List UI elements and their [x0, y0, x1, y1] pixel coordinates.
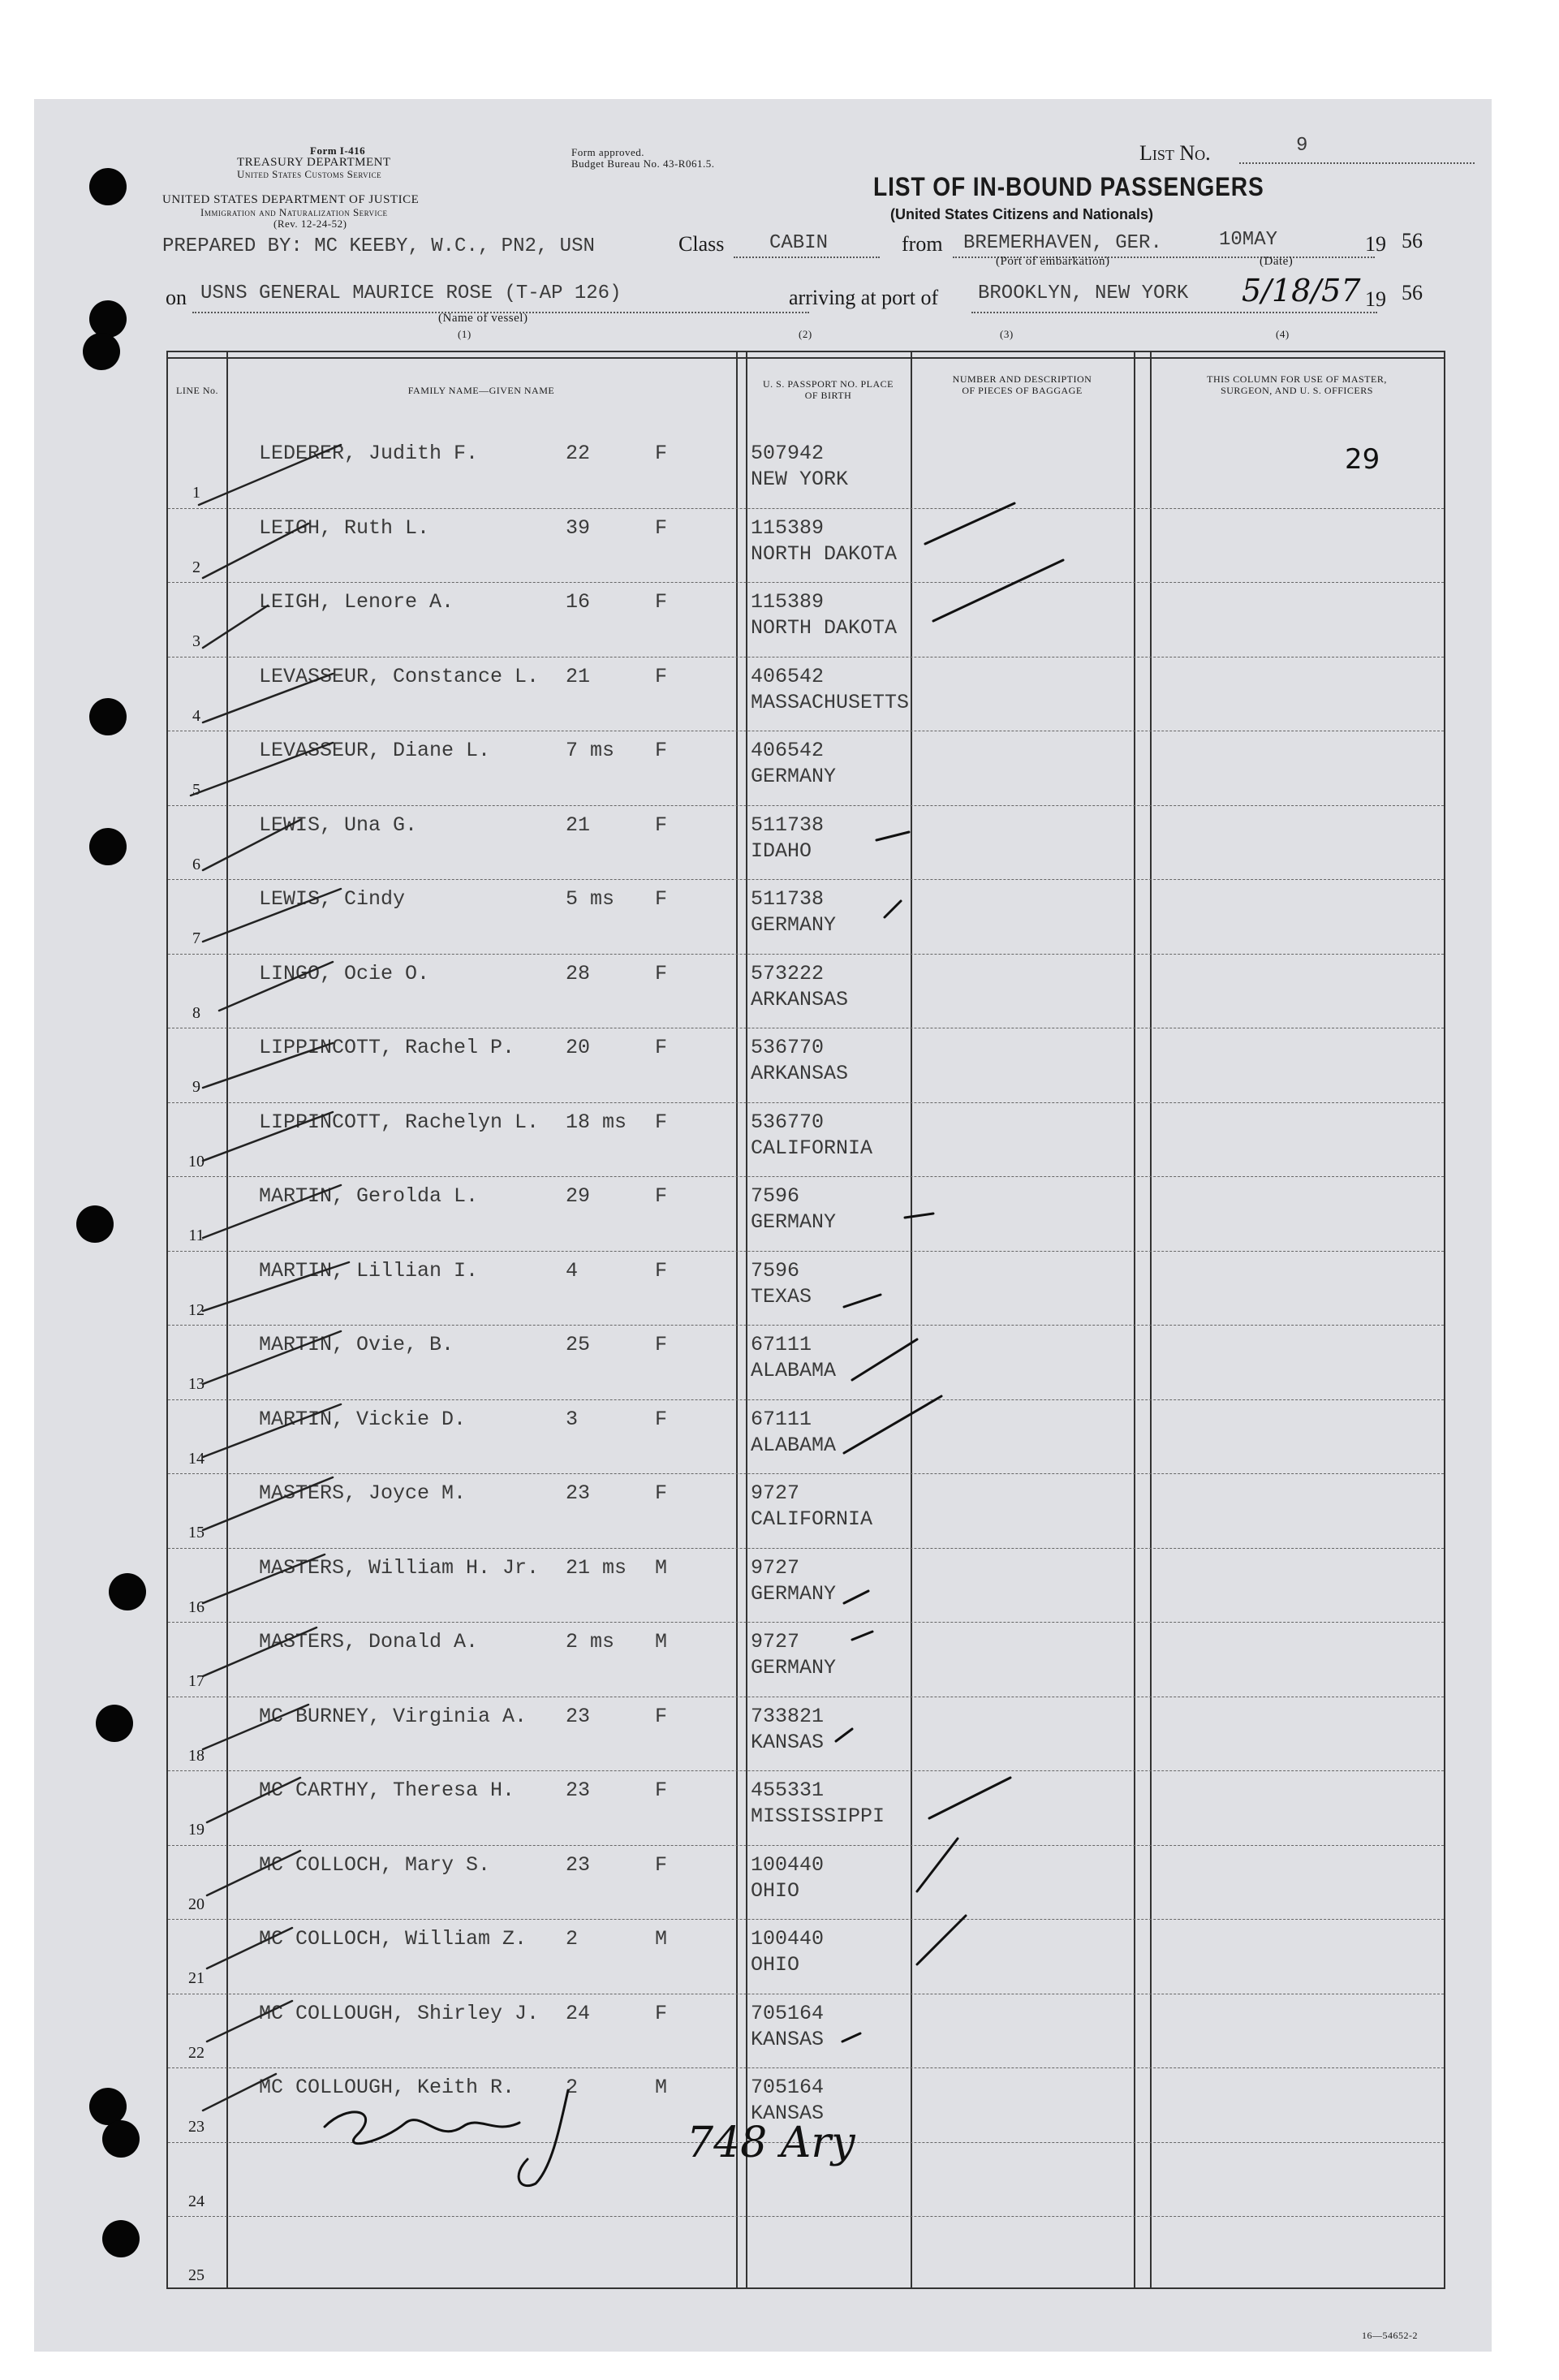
passenger-sex: F: [655, 590, 668, 614]
year-prefix-2: 19: [1365, 287, 1386, 311]
passport-number: 7596: [751, 1184, 800, 1208]
passenger-age: 23: [566, 1481, 591, 1505]
place-of-birth: ALABAMA: [751, 1359, 837, 1382]
line-strike: [199, 445, 341, 505]
passenger-name: MC COLLOUGH, Shirley J.: [259, 2001, 540, 2025]
passenger-age: 23: [566, 1704, 591, 1728]
line-strike: [203, 1554, 325, 1603]
passport-number: 115389: [751, 590, 825, 614]
check-mark: [852, 1339, 917, 1380]
passenger-name: LEVASSEUR, Constance L.: [259, 664, 540, 688]
footer-code: 16—54652-2: [1362, 2330, 1418, 2341]
place-of-birth: GERMANY: [751, 1581, 837, 1606]
passenger-sex: F: [655, 1852, 668, 1877]
arriving-label: arriving at port of: [789, 286, 939, 309]
passenger-name: MASTERS, Donald A.: [259, 1630, 479, 1653]
passport-number: 115389: [751, 515, 825, 540]
passport-number: 536770: [751, 1036, 825, 1059]
caption-1: (1): [458, 328, 472, 340]
passenger-name: MARTIN, Lillian I.: [259, 1258, 479, 1283]
line-number: 5: [192, 781, 200, 799]
line-strike: [203, 1477, 333, 1530]
line-number: 17: [188, 1672, 205, 1690]
passenger-name: LINGO, Ocie O.: [259, 961, 430, 985]
passport-number: 406542: [751, 739, 825, 762]
passenger-age: 23: [566, 1852, 591, 1877]
passport-number: 7596: [751, 1258, 800, 1283]
passenger-age: 5 ms: [566, 887, 615, 911]
budget-bureau: Budget Bureau No. 43-R061.5.: [571, 157, 715, 170]
passenger-age: 23: [566, 1779, 591, 1802]
passenger-age: 3: [566, 1407, 579, 1431]
passenger-sex: M: [655, 1927, 668, 1951]
col-header-officers: THIS COLUMN FOR USE OF MASTER, SURGEON, AND U. S. OFFICERS: [1207, 373, 1387, 396]
line-number: 24: [188, 2192, 205, 2210]
check-mark: [917, 1839, 958, 1891]
passport-number: 573222: [751, 961, 825, 985]
line-strike: [207, 1928, 292, 1968]
passenger-name: LEWIS, Cindy: [259, 887, 406, 911]
col-header-name: FAMILY NAME—GIVEN NAME: [407, 385, 555, 396]
signature: [325, 2090, 568, 2186]
passenger-age: 20: [566, 1036, 591, 1059]
line-strike: [203, 820, 300, 870]
embark-port: BREMERHAVEN, GER.: [963, 232, 1162, 254]
place-of-birth: GERMANY: [751, 765, 837, 788]
line-strike: [203, 1043, 333, 1088]
passenger-age: 25: [566, 1333, 591, 1356]
line-strike: [207, 1851, 300, 1895]
passport-number: 406542: [751, 664, 825, 688]
passenger-name: MC COLLOCH, William Z.: [259, 1927, 528, 1951]
signature-stroke: [325, 2112, 519, 2144]
passport-number: 511738: [751, 813, 825, 837]
dept-justice: UNITED STATES DEPARTMENT OF JUSTICE: [162, 193, 420, 206]
line-number: 22: [188, 2043, 205, 2062]
passenger-sex: F: [655, 2001, 668, 2025]
passenger-sex: M: [655, 1630, 668, 1653]
passenger-name: LEDERER, Judith F.: [259, 442, 479, 465]
place-of-birth: GERMANY: [751, 1656, 837, 1679]
check-mark: [836, 1729, 852, 1741]
check-marks: [836, 503, 1063, 2042]
passenger-name: LEWIS, Una G.: [259, 813, 418, 837]
passenger-sex: F: [655, 442, 668, 465]
passport-number: 67111: [751, 1407, 812, 1431]
passenger-age: 4: [566, 1258, 579, 1283]
dept-ins: Immigration and Naturalization Service: [200, 206, 388, 218]
check-mark: [917, 1916, 966, 1964]
line-number: 6: [192, 855, 200, 873]
passenger-age: 21: [566, 813, 591, 837]
passport-number: 705164: [751, 2076, 825, 2099]
line-number: 8: [192, 1003, 200, 1022]
passenger-sex: F: [655, 1110, 668, 1134]
place-of-birth: ARKANSAS: [751, 987, 849, 1011]
passport-number: 705164: [751, 2001, 825, 2025]
check-mark: [876, 832, 909, 840]
passenger-age: 7 ms: [566, 739, 615, 762]
line-number: 14: [188, 1449, 205, 1468]
form-approved: Form approved.: [571, 146, 645, 158]
passenger-name: MASTERS, Joyce M.: [259, 1481, 467, 1505]
place-of-birth: KANSAS: [751, 2027, 825, 2051]
check-mark: [844, 1396, 941, 1453]
place-of-birth: ARKANSAS: [751, 1062, 849, 1085]
passenger-sex: M: [655, 1555, 668, 1580]
passenger-age: 24: [566, 2001, 591, 2025]
line-number: 3: [192, 632, 200, 650]
passport-number: 511738: [751, 887, 825, 911]
passenger-name: MASTERS, William H. Jr.: [259, 1555, 540, 1580]
line-strikes: [191, 445, 349, 2111]
embark-caption: (Port of embarkation): [996, 255, 1110, 268]
page-subtitle: (United States Citizens and Nationals): [890, 206, 1154, 222]
form-revision: (Rev. 12-24-52): [273, 218, 347, 230]
line-strike: [203, 1262, 349, 1311]
passenger-sex: F: [655, 1184, 668, 1208]
line-strike: [219, 962, 333, 1011]
check-mark: [852, 1632, 872, 1640]
place-of-birth: MISSISSIPPI: [751, 1804, 885, 1828]
passenger-sex: F: [655, 739, 668, 762]
dept-treasury: TREASURY DEPARTMENT: [237, 156, 391, 169]
caption-3: (3): [1000, 328, 1014, 340]
line-number: 23: [188, 2118, 205, 2136]
passenger-name: LEIGH, Ruth L.: [259, 515, 430, 540]
passenger-name: LEVASSEUR, Diane L.: [259, 739, 491, 762]
list-no-label: List No.: [1139, 141, 1211, 165]
check-mark: [842, 2033, 860, 2042]
place-of-birth: IDAHO: [751, 839, 812, 863]
check-mark: [844, 1295, 881, 1307]
line-number: 18: [188, 1746, 205, 1765]
passenger-sex: F: [655, 664, 668, 688]
passenger-name: LIPPINCOTT, Rachel P.: [259, 1036, 515, 1059]
passenger-name: LEIGH, Lenore A.: [259, 590, 454, 614]
handwritten-note: 748 Ary: [687, 2119, 855, 2167]
passenger-sex: F: [655, 1407, 668, 1431]
line-number: 12: [188, 1300, 205, 1319]
embark-date: 10MAY: [1219, 229, 1278, 251]
passenger-sex: F: [655, 1704, 668, 1728]
col-header-line-no: LINE No.: [176, 385, 218, 396]
line-number: 19: [188, 1821, 205, 1839]
caption-4: (4): [1276, 328, 1290, 340]
passenger-age: 21 ms: [566, 1555, 627, 1580]
year-suffix-1: 56: [1402, 229, 1423, 252]
col-header-baggage: NUMBER AND DESCRIPTION OF PIECES OF BAGGAGE: [952, 373, 1092, 396]
line-strike: [207, 1778, 300, 1822]
line-strike: [207, 2001, 292, 2042]
officer-note: 29: [1345, 443, 1380, 476]
line-number: 9: [192, 1078, 200, 1096]
class-label: Class: [678, 232, 725, 256]
on-label: on: [166, 286, 187, 309]
line-strike: [203, 1705, 308, 1749]
place-of-birth: OHIO: [751, 1953, 800, 1977]
place-of-birth: KANSAS: [751, 1730, 825, 1754]
line-strike: [203, 1331, 341, 1384]
passenger-age: 2 ms: [566, 1630, 615, 1653]
line-strike: [203, 1185, 341, 1238]
line-strike: [203, 2074, 276, 2111]
place-of-birth: NORTH DAKOTA: [751, 616, 898, 640]
line-number: 1: [192, 484, 200, 502]
place-of-birth: TEXAS: [751, 1284, 812, 1309]
line-number: 25: [188, 2266, 205, 2284]
class-value: CABIN: [769, 232, 829, 254]
passport-number: 67111: [751, 1333, 812, 1356]
line-number: 21: [188, 1969, 205, 1987]
line-strike: [203, 606, 268, 648]
passenger-sex: M: [655, 2076, 668, 2099]
check-mark: [905, 1214, 933, 1218]
line-number: 4: [192, 706, 200, 725]
line-strike: [203, 524, 308, 578]
passport-number: 733821: [751, 1704, 825, 1728]
passenger-name: MC BURNEY, Virginia A.: [259, 1704, 528, 1728]
line-strike: [203, 674, 333, 722]
passenger-sex: F: [655, 813, 668, 837]
place-of-birth: NEW YORK: [751, 468, 849, 491]
passenger-sex: F: [655, 515, 668, 540]
passenger-age: 29: [566, 1184, 591, 1208]
dept-customs: United States Customs Service: [237, 168, 382, 180]
passenger-sex: F: [655, 961, 668, 985]
line-number: 11: [188, 1227, 205, 1244]
passenger-name: MARTIN, Vickie D.: [259, 1407, 467, 1431]
form-number: Form I-416: [310, 144, 366, 157]
passenger-name: MC COLLOUGH, Keith R.: [259, 2076, 515, 2099]
place-of-birth: MASSACHUSETTS: [751, 690, 910, 714]
place-of-birth: KANSAS: [751, 2102, 825, 2125]
line-strike: [203, 1404, 341, 1457]
place-of-birth: GERMANY: [751, 1210, 837, 1234]
page-title: LIST OF IN-BOUND PASSENGERS: [873, 172, 1264, 201]
passenger-name: MC COLLOCH, Mary S.: [259, 1852, 491, 1877]
line-number: 15: [188, 1524, 205, 1541]
passport-number: 9727: [751, 1555, 800, 1580]
passenger-name: MC CARTHY, Theresa H.: [259, 1779, 515, 1802]
place-of-birth: GERMANY: [751, 913, 837, 937]
place-of-birth: ALABAMA: [751, 1433, 837, 1457]
passport-number: 536770: [751, 1110, 825, 1134]
date-caption: (Date): [1260, 255, 1294, 268]
passenger-sex: F: [655, 1333, 668, 1356]
check-mark: [933, 560, 1063, 621]
passenger-age: 2: [566, 2076, 579, 2099]
passenger-sex: F: [655, 1258, 668, 1283]
line-strike: [191, 743, 333, 795]
passenger-name: MARTIN, Gerolda L.: [259, 1184, 479, 1208]
caption-2: (2): [799, 328, 812, 340]
prepared-by: PREPARED BY: MC KEEBY, W.C., PN2, USN: [162, 235, 595, 257]
check-mark: [844, 1591, 868, 1603]
year-suffix-2: 56: [1402, 281, 1423, 304]
signature-stroke: [519, 2090, 568, 2186]
place-of-birth: CALIFORNIA: [751, 1136, 873, 1160]
passenger-sex: F: [655, 1481, 668, 1505]
place-of-birth: CALIFORNIA: [751, 1507, 873, 1531]
check-mark: [925, 503, 1014, 544]
year-prefix-1: 19: [1365, 232, 1386, 256]
passenger-age: 18 ms: [566, 1110, 627, 1134]
check-mark: [885, 901, 901, 917]
line-number: 10: [188, 1152, 205, 1171]
arrival-port: BROOKLYN, NEW YORK: [978, 282, 1189, 304]
passenger-sex: F: [655, 1036, 668, 1059]
passenger-age: 39: [566, 515, 591, 540]
passport-number: 9727: [751, 1630, 800, 1653]
passport-number: 9727: [751, 1481, 800, 1505]
arrival-date-handwritten: 5/18/57: [1242, 273, 1361, 308]
check-mark: [929, 1778, 1010, 1818]
col-header-passport: U. S. PASSPORT NO. PLACE OF BIRTH: [763, 378, 894, 401]
line-number: 2: [192, 558, 200, 576]
from-label: from: [902, 232, 943, 256]
vessel-name: USNS GENERAL MAURICE ROSE (T-AP 126): [200, 282, 622, 304]
passenger-age: 16: [566, 590, 591, 614]
passenger-age: 2: [566, 1927, 579, 1951]
line-strike: [203, 1628, 317, 1676]
line-number: 16: [188, 1597, 205, 1616]
passport-number: 100440: [751, 1927, 825, 1951]
list-no-value: 9: [1296, 135, 1308, 157]
passenger-name: LIPPINCOTT, Rachelyn L.: [259, 1110, 540, 1134]
passport-number: 507942: [751, 442, 825, 465]
line-strike: [203, 889, 341, 942]
line-number: 13: [188, 1375, 205, 1393]
passenger-name: MARTIN, Ovie, B.: [259, 1333, 454, 1356]
passenger-age: 21: [566, 664, 591, 688]
passport-number: 455331: [751, 1779, 825, 1802]
passenger-age: 22: [566, 442, 591, 465]
passenger-age: 28: [566, 961, 591, 985]
passport-number: 100440: [751, 1852, 825, 1877]
passenger-sex: F: [655, 1779, 668, 1802]
line-strike: [203, 1112, 333, 1161]
line-number: 7: [192, 929, 200, 947]
place-of-birth: NORTH DAKOTA: [751, 541, 898, 566]
vessel-caption: (Name of vessel): [438, 312, 528, 325]
line-number: 20: [188, 1895, 205, 1913]
passenger-sex: F: [655, 887, 668, 911]
place-of-birth: OHIO: [751, 1878, 800, 1903]
